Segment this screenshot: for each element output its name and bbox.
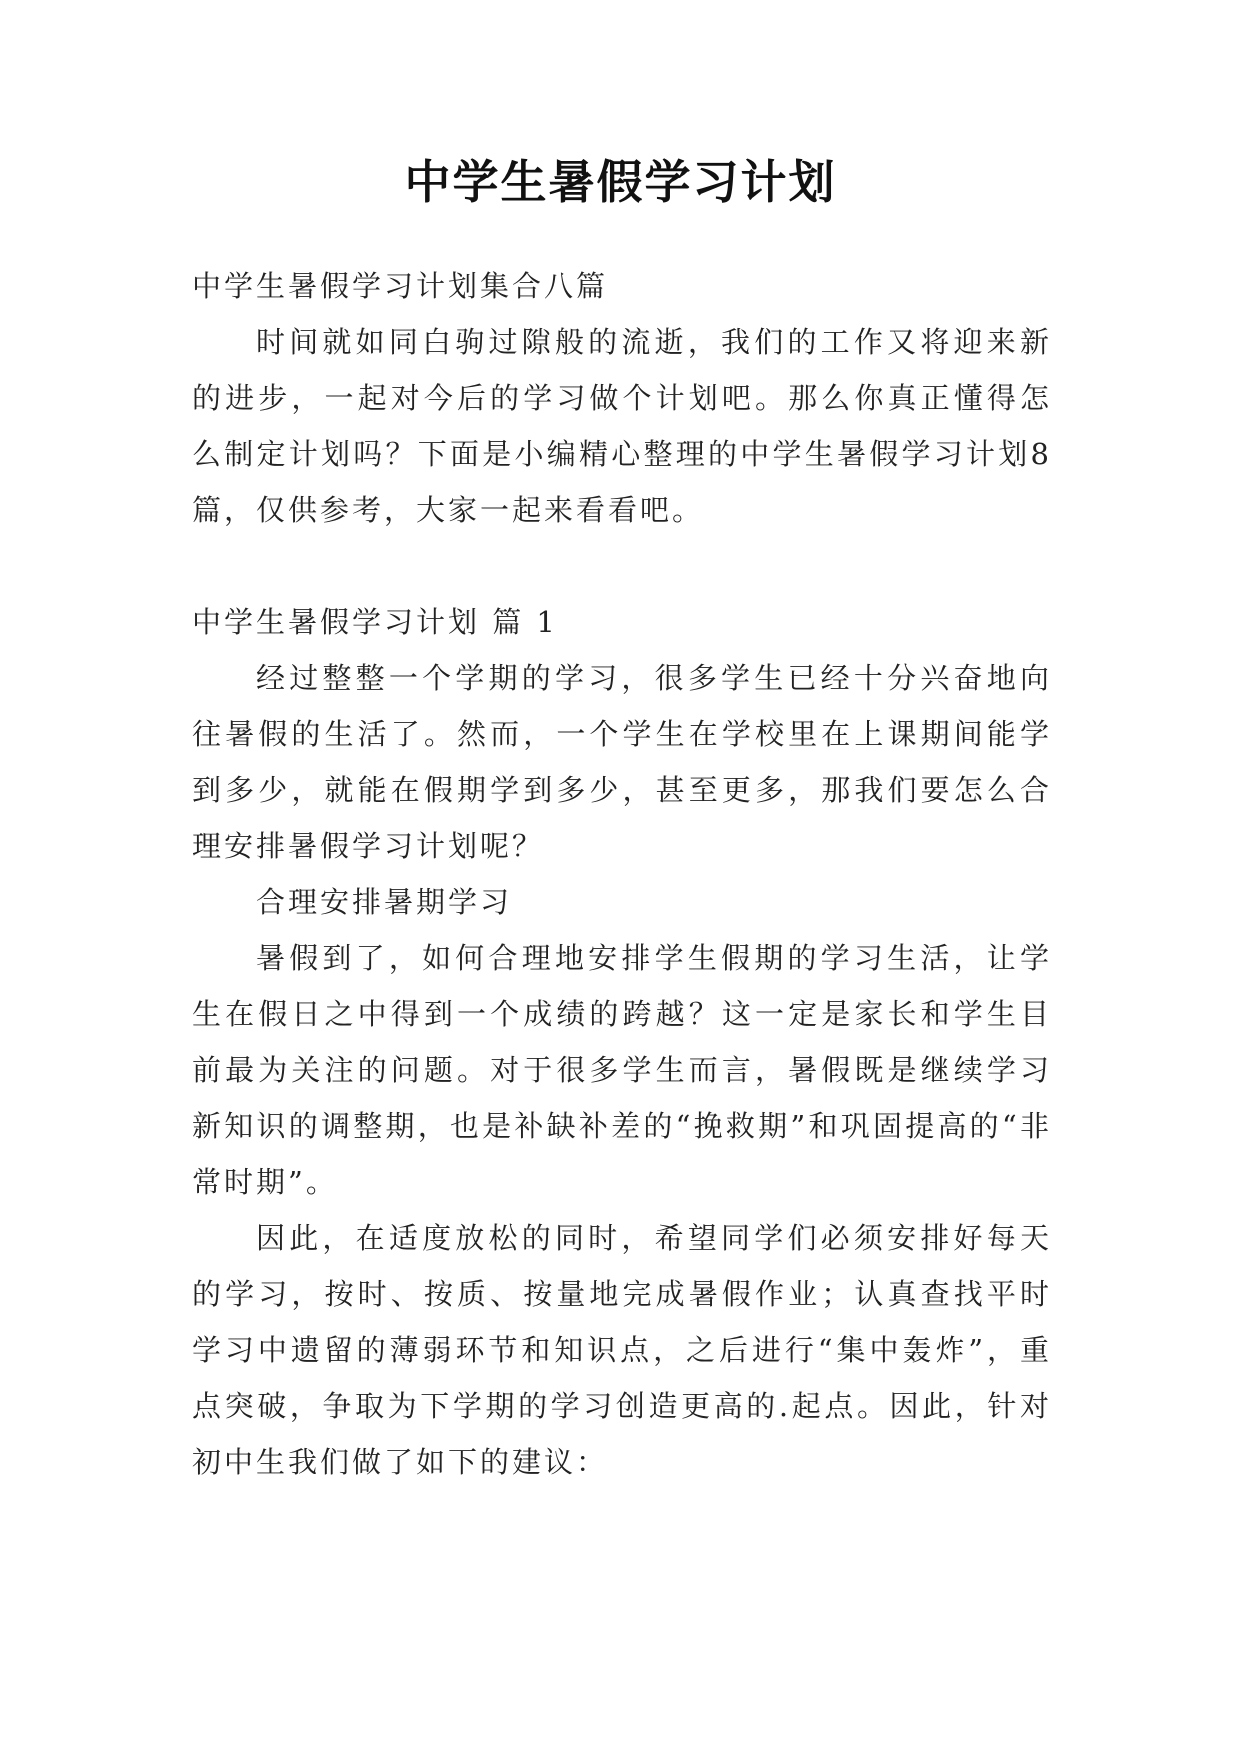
document-subtitle: 中学生暑假学习计划集合八篇 <box>192 269 609 303</box>
document-title: 中学生暑假学习计划 <box>404 155 837 209</box>
section-paragraph: 经过整整一个学期的学习，很多学生已经十分兴奋地向往暑假的生活了。然而，一个学生在学校里在上课期间能学到多少，就能在假期学到多少，甚至更多，那我们要怎么合理安排暑假学习计划呢？ <box>192 661 1052 863</box>
section-paragraph: 暑假到了，如何合理地安排学生假期的学习生活，让学生在假日之中得到一个成绩的跨越？这一定是家长和学生目前最为关注的问题。对于很多学生而言，暑假既是继续学习新知识的调整期，也是补缺补差的“挽救期”和巩固提高的“非常时期”。 <box>192 941 1052 1199</box>
section-paragraph: 因此，在适度放松的同时，希望同学们必须安排好每天的学习，按时、按质、按量地完成暑假作业；认真查找平时学习中遗留的薄弱环节和知识点，之后进行“集中轰炸”，重点突破，争取为下学期的学习创造更高的.起点。因此，针对初中生我们做了如下的建议： <box>192 1221 1052 1479</box>
intro-paragraph: 时间就如同白驹过隙般的流逝，我们的工作又将迎来新的进步，一起对今后的学习做个计划吧。那么你真正懂得怎么制定计划吗？下面是小编精心整理的中学生暑假学习计划8篇，仅供参考，大家一起来看看吧。 <box>192 325 1052 527</box>
section-subheading: 合理安排暑期学习 <box>256 885 513 919</box>
section-heading: 中学生暑假学习计划 篇 1 <box>192 605 558 639</box>
document-body <box>192 258 1052 1490</box>
